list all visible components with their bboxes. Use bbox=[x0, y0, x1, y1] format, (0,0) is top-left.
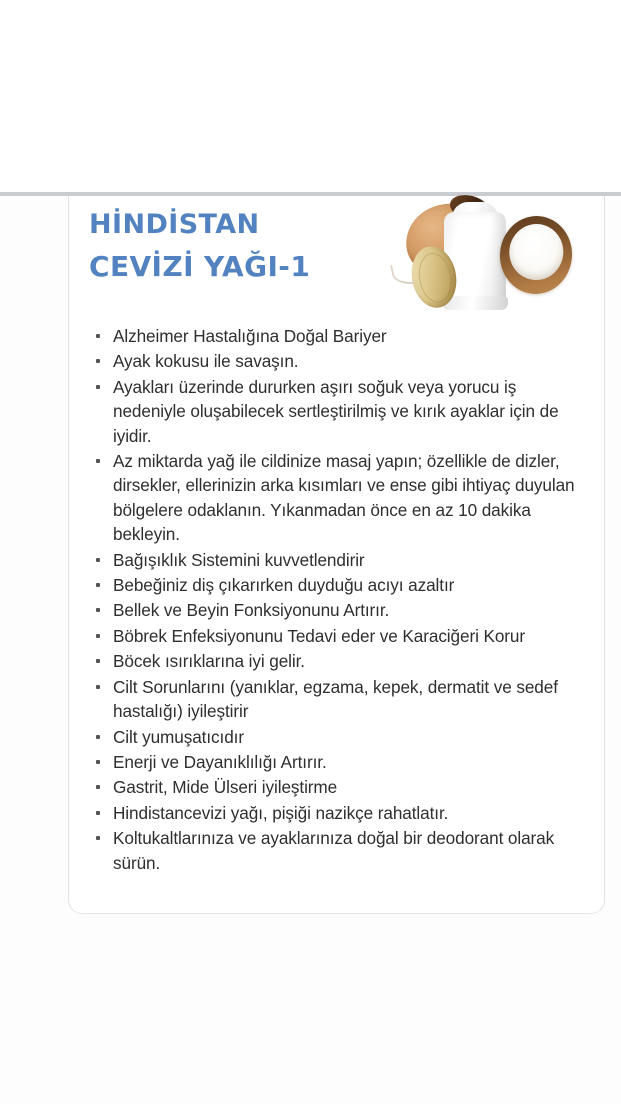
list-item: Böcek ısırıklarına iyi gelir. bbox=[93, 649, 586, 673]
list-item: Ayakları üzerinde dururken aşırı soğuk veya yorucu iş nedeniyle oluşabilecek sertleştirilmiş ve kırık ayaklar için de iyidir. bbox=[93, 375, 586, 448]
page-top-margin bbox=[0, 0, 621, 192]
card-header bbox=[69, 196, 604, 318]
list-item: Koltukaltlarınıza ve ayaklarınıza doğal bir deodorant olarak sürün. bbox=[93, 826, 586, 875]
list-item: Bellek ve Beyin Fonksiyonunu Artırır. bbox=[93, 598, 586, 622]
list-item: Gastrit, Mide Ülseri iyileştirme bbox=[93, 775, 586, 799]
coconut-oil-jar-photo bbox=[334, 198, 574, 316]
list-item: Böbrek Enfeksiyonunu Tedavi eder ve Karaciğeri Korur bbox=[93, 624, 586, 648]
page-title bbox=[89, 206, 359, 286]
list-item: Enerji ve Dayanıklılığı Artırır. bbox=[93, 750, 586, 774]
list-item: Ayak kokusu ile savaşın. bbox=[93, 349, 586, 373]
halved-coconut-icon bbox=[496, 212, 576, 297]
list-item: Cilt yumuşatıcıdır bbox=[93, 725, 586, 749]
list-item: Bebeğiniz diş çıkarırken duyduğu acıyı azaltır bbox=[93, 573, 586, 597]
title-line-2: CEVİZİ YAĞI-1 bbox=[89, 250, 311, 283]
list-item: Hindistancevizi yağı, pişiği nazikçe rahatlatır. bbox=[93, 801, 586, 825]
list-item: Alzheimer Hastalığına Doğal Bariyer bbox=[93, 324, 586, 348]
list-item: Az miktarda yağ ile cildinize masaj yapın; özellikle de dizler, dirsekler, ellerinizin arka kısımları ve ense gibi ihtiyaç duyulan bölgelere odaklanın. Yıkanmadan önce en az 10 dakika bekleyin. bbox=[93, 449, 586, 547]
infographic-card bbox=[68, 196, 605, 914]
list-item: Bağışıklık Sistemini kuvvetlendirir bbox=[93, 548, 586, 572]
title-line-1: HİNDİSTAN bbox=[89, 209, 260, 240]
benefits-list bbox=[69, 318, 604, 875]
list-item: Cilt Sorunlarını (yanıklar, egzama, kepek, dermatit ve sedef hastalığı) iyileştirir bbox=[93, 675, 586, 724]
